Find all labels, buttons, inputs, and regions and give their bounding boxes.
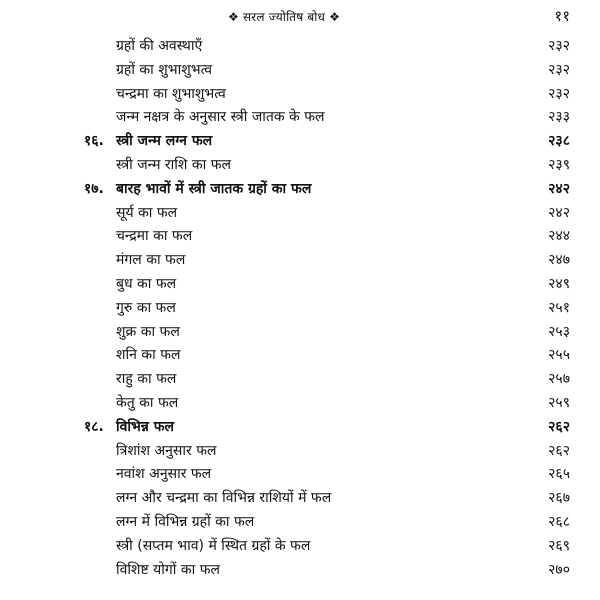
entry-page-number: २४२ xyxy=(548,204,570,221)
entry-page-number: २३२ xyxy=(548,38,570,54)
entry-page-number: २६९ xyxy=(548,537,570,554)
chapter-number: १८. xyxy=(84,418,104,435)
entry-title: लग्न और चन्द्रमा का विभिन्न राशियों में फल xyxy=(116,490,332,507)
toc-chapter-row xyxy=(0,129,600,153)
running-header-title: ❖ सरल ज्योतिष बोध ❖ xyxy=(228,10,341,24)
entry-title: स्त्री (सप्तम भाव) में स्थित ग्रहों के फल xyxy=(116,537,311,554)
entry-page-number: २३२ xyxy=(548,61,570,78)
entry-title: स्त्री जन्म राशि का फल xyxy=(116,157,231,173)
toc-entry-row xyxy=(0,558,600,582)
entry-page-number: २४४ xyxy=(548,228,570,245)
entry-page-number: २३३ xyxy=(548,109,570,126)
entry-page-number: २६८ xyxy=(548,514,570,530)
entry-title: नवांश अनुसार फल xyxy=(116,466,212,483)
toc-entry-row xyxy=(0,248,600,272)
entry-page-number: २६२ xyxy=(548,418,570,435)
entry-title: राहु का फल xyxy=(116,371,177,388)
entry-page-number: २३२ xyxy=(548,85,570,102)
entry-title: गुरु का फल xyxy=(116,299,176,316)
entry-page-number: २५७ xyxy=(548,371,570,388)
toc-entry-row xyxy=(0,296,600,320)
toc-chapter-row xyxy=(0,415,600,439)
entry-page-number: २५५ xyxy=(548,347,570,364)
running-header-page-number: ११ xyxy=(554,7,570,25)
entry-title: केतु का फल xyxy=(116,395,179,411)
entry-page-number: २५३ xyxy=(548,323,570,340)
toc-entry-row xyxy=(0,153,600,177)
chapter-title: स्त्री जन्म लग्न फल xyxy=(116,133,213,150)
toc-entry-row xyxy=(0,224,600,248)
toc-entry-row xyxy=(0,343,600,367)
toc-entry-row xyxy=(0,462,600,486)
entry-title: सूर्य का फल xyxy=(116,204,178,221)
toc-entry-row xyxy=(0,534,600,558)
toc-entry-row xyxy=(0,391,600,415)
entry-page-number: २३९ xyxy=(548,157,570,173)
toc-chapter-row xyxy=(0,177,600,201)
entry-title: चन्द्रमा का फल xyxy=(116,228,193,245)
toc-entry-row xyxy=(0,105,600,129)
entry-page-number: २६५ xyxy=(548,466,570,483)
toc-entry-row xyxy=(0,486,600,510)
chapter-title: बारह भावों में स्त्री जातक ग्रहों का फल xyxy=(116,180,312,197)
toc-entry-row xyxy=(0,510,600,534)
entry-title: बुध का फल xyxy=(116,276,177,292)
entry-page-number: २५९ xyxy=(548,395,570,411)
entry-page-number: २४९ xyxy=(548,276,570,292)
chapter-title: विभिन्न फल xyxy=(116,418,175,435)
entry-page-number: २६७ xyxy=(548,490,570,507)
entry-title: ग्रहों का शुभाशुभत्व xyxy=(116,61,213,78)
entry-page-number: २४२ xyxy=(548,180,570,197)
entry-page-number: २४७ xyxy=(548,252,570,269)
entry-title: मंगल का फल xyxy=(116,252,186,269)
chapter-number: १६. xyxy=(84,133,104,150)
toc-entry-row xyxy=(0,201,600,225)
entry-title: त्रिशांश अनुसार फल xyxy=(116,442,217,459)
toc-entry-row xyxy=(0,367,600,391)
entry-title: शनि का फल xyxy=(116,347,181,364)
toc-entry-row xyxy=(0,58,600,82)
running-header xyxy=(0,6,600,30)
entry-title: शुक्र का फल xyxy=(116,323,180,340)
entry-title: चन्द्रमा का शुभाशुभत्व xyxy=(116,85,226,102)
toc-entry-row xyxy=(0,320,600,344)
toc-entry-row xyxy=(0,272,600,296)
toc-entry-row xyxy=(0,82,600,106)
chapter-number: १७. xyxy=(84,180,104,197)
entry-page-number: २५१ xyxy=(548,299,570,316)
entry-title: लग्न में विभिन्न ग्रहों का फल xyxy=(116,514,255,530)
entry-title: जन्म नक्षत्र के अनुसार स्त्री जातक के फल xyxy=(116,109,325,126)
toc-entry-row xyxy=(0,34,600,58)
entry-page-number: २६२ xyxy=(548,442,570,459)
entry-page-number: २३८ xyxy=(548,133,570,150)
entry-page-number: २७० xyxy=(548,561,570,578)
toc-entry-row xyxy=(0,439,600,463)
entry-title: ग्रहों की अवस्थाएँ xyxy=(116,38,203,54)
entry-title: विशिष्ट योगों का फल xyxy=(116,561,221,578)
